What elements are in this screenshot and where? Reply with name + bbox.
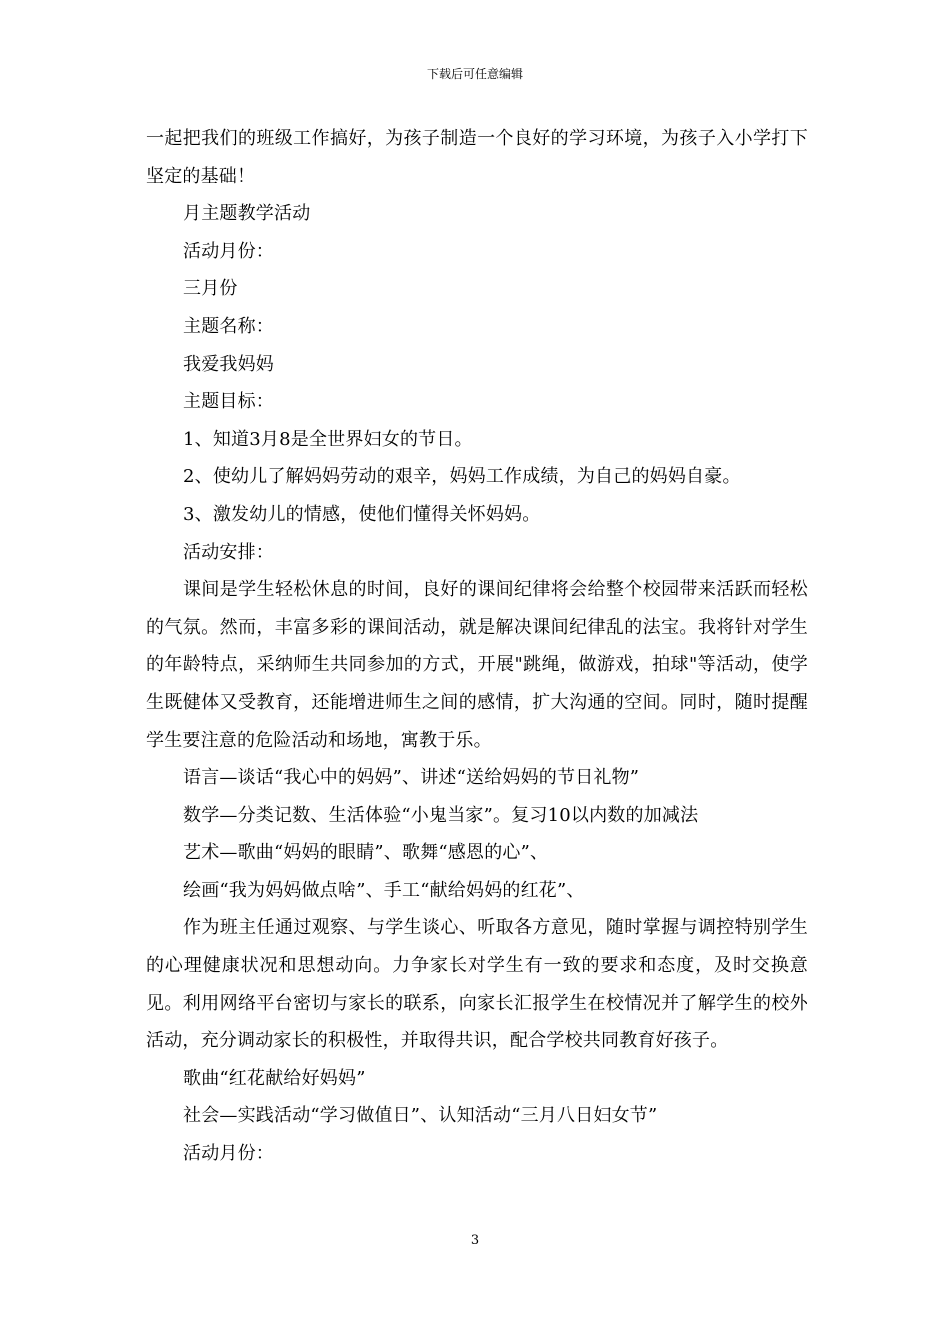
paragraph: 绘画“我为妈妈做点啥”、手工“献给妈妈的红花”、 xyxy=(183,879,585,901)
paragraph: 活动安排： xyxy=(183,541,274,563)
paragraph: 歌曲“红花献给好妈妈” xyxy=(183,1067,366,1089)
paragraph: 艺术—歌曲“妈妈的眼睛”、歌舞“感恩的心”、 xyxy=(183,842,549,864)
paragraph: 语言—谈话“我心中的妈妈”、讲述“送给妈妈的节日礼物” xyxy=(183,767,640,789)
page-header: 下载后可任意编辑 xyxy=(426,67,523,81)
paragraph: 活动月份： xyxy=(183,1143,274,1165)
page-number: 3 xyxy=(470,1233,480,1248)
paragraph: 2、使幼儿了解妈妈劳动的艰辛，妈妈工作成绩，为自己的妈妈自豪。 xyxy=(183,466,741,488)
document-body xyxy=(146,120,808,1173)
paragraph: 月主题教学活动 xyxy=(183,203,311,225)
paragraph: 活动月份： xyxy=(183,240,274,262)
paragraph: 一起把我们的班级工作搞好，为孩子制造一个良好的学习环境，为孩子入小学打下坚定的基础！ xyxy=(146,128,808,187)
paragraph: 1、知道3月8是全世界妇女的节日。 xyxy=(183,428,473,450)
paragraph: 课间是学生轻松休息的时间，良好的课间纪律将会给整个校园带来活跃而轻松的气氛。然而，丰富多彩的课间活动，就是解决课间纪律乱的法宝。我将针对学生的年龄特点，采纳师生共同参加的方式，开展"跳绳，做游戏，拍球"等活动，使学生既健体又受教育，还能增进师生之间的感情，扩大沟通的空间。同时，随时提醒学生要注意的危险活动和场地，寓教于乐。 xyxy=(146,579,808,751)
paragraph: 主题目标： xyxy=(183,391,274,413)
paragraph: 我爱我妈妈 xyxy=(183,353,274,375)
paragraph: 数学—分类记数、生活体验“小鬼当家”。复习10以内数的加减法 xyxy=(183,804,699,826)
paragraph: 三月份 xyxy=(183,278,238,300)
paragraph: 3、激发幼儿的情感，使他们懂得关怀妈妈。 xyxy=(183,503,541,525)
paragraph: 主题名称： xyxy=(183,315,274,337)
paragraph: 作为班主任通过观察、与学生谈心、听取各方意见，随时掌握与调控特别学生的心理健康状况和思想动向。力争家长对学生有一致的要求和态度，及时交换意见。利用网络平台密切与家长的联系，向家长汇报学生在校情况并了解学生的校外活动，充分调动家长的积极性，并取得共识，配合学校共同教育好孩子。 xyxy=(146,917,808,1052)
paragraph: 社会—实践活动“学习做值日”、认知活动“三月八日妇女节” xyxy=(183,1105,658,1127)
